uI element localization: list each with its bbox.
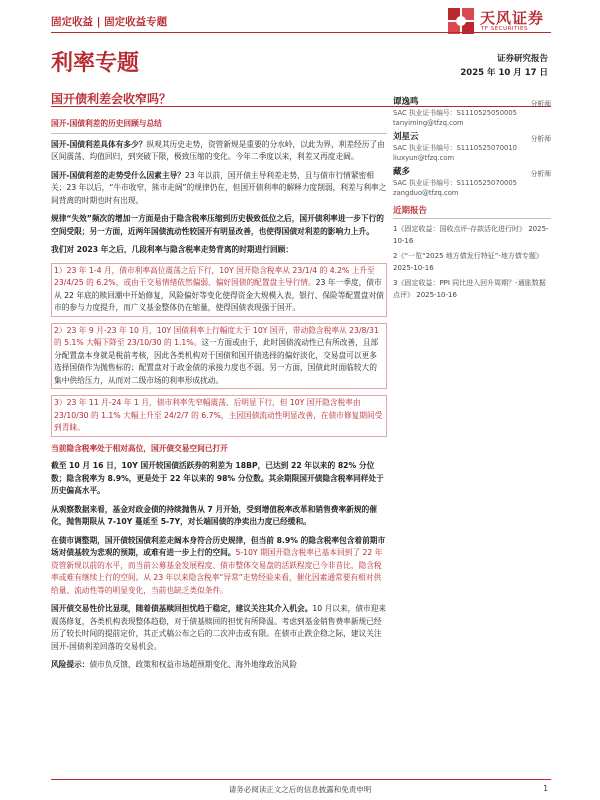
report-category: 固定收益 | 固定收益专题 (51, 16, 168, 28)
recent-report-date: 2025-10-16 (393, 264, 434, 272)
recent-report-title[interactable]: 2《“一览“2025 地方债发行特征”-地方债专题》 (393, 252, 543, 260)
paragraph-lead: 国开-国债利差具体有多少？ (51, 139, 147, 149)
review-item-text: 23 年一季度，债市从 22 年底的赎回潮中开始修复，风险偏好等变化使得资金大规模入表，银行、保险等配置盘对债市的参与力度提升，而广义基金整体仍在缩量，使得国债表现强于国开。 (54, 278, 384, 312)
report-date: 2025 年 10 月 17 日 (460, 68, 548, 78)
main-content (51, 118, 387, 678)
page-title: 利率专题 (51, 51, 140, 76)
footer-disclaimer: 请务必阅读正文之后的信息披露和免责申明 (228, 785, 372, 794)
recent-report-link[interactable] (393, 277, 551, 301)
review-item-text: 这一方面或由于，此时国债流动性已有所改善，且部分配置盘本身就是税前考核，因此各类机构对于国债和国开债选择的偏好淡化，交易盘可以更多选择国债作为抛售标的；配置盘对于政金债的承接力度也不弱。另一方面，国债此时面临较大的集中供给压力，从而对二级市场的利率形成扰动。 (54, 338, 379, 385)
review-item-text: 1）23 年 1-4 月，债市利率高位震荡之后下行，10Y 国开隐含税率从 23/1/4 的 4.2% 上升至 23/4/25 的 6.2%， (54, 265, 375, 287)
header-divider (51, 32, 551, 33)
logo-text-en: TF SECURITIES (481, 26, 528, 32)
report-type: 证券研究报告 (496, 54, 548, 64)
risk-label: 风险提示： (51, 660, 90, 669)
analyst-card (393, 166, 551, 198)
review-item-text: 3）23 年 11 月-24 年 1 月，债市利率先窄幅震荡、后明显下行，但 10Y 国开隐含税率由 23/10/30 的 1.1% 大幅上升至 24/2/7 的 6.7%， (54, 398, 361, 420)
analyst-cert: SAC 执业证书编号：S1110525050005 (393, 109, 517, 117)
analyst-card (393, 131, 551, 163)
paragraph (51, 603, 387, 653)
risk-note (51, 659, 387, 672)
page-number: 1 (543, 784, 548, 793)
analyst-name: 谭逸鸣 (393, 97, 419, 107)
review-item-text: 2）23 年 9 月-23 年 10 月，10Y 国债利率上行幅度大于 10Y 国开，带动隐含税率从 23/8/31 的 5.1% 大幅下降至 23/10/30 的 1.1%。 (54, 325, 379, 347)
sidebar (393, 96, 551, 304)
paragraph (51, 170, 387, 208)
recent-report-title[interactable]: 3《固定收益：PPI 同比进入回升周期？-通胀数据点评》 (393, 279, 546, 299)
analyst-card (393, 96, 551, 128)
review-item-text: 或由于交易情绪依然偏弱、偏好国债的配置盘主导行情。 (123, 278, 316, 287)
paragraph-bold: 规律“失效”频次的增加一方面是由于隐含税率压缩到历史极致低位之后，国开债利率进一步下行的空间受限；另一方面，近两年国债流动性较国开有明显改善，也使得国债对利差的影响力上升。 (51, 214, 384, 236)
review-item-3 (51, 395, 387, 437)
analyst-email[interactable]: zangduo@tfzq.com (393, 189, 459, 197)
analyst-email[interactable]: tanyiming@tfzq.com (393, 119, 464, 127)
analyst-cert: SAC 执业证书编号：S1110525070010 (393, 144, 517, 152)
footer-divider (51, 779, 551, 780)
analyst-cert: SAC 执业证书编号：S1110525070005 (393, 179, 517, 187)
paragraph-text: 5-10Y 期国开隐含税率已基本回到了 22 年资管新规以前的水平，而当前公募基金发展程度、债市整体交易盘的活跃程度已今非昔比，隐含税率或难有继续上行的空间。从 23 年以来隐含税率“异常”走势经验来看，催化因素通常要有相对供给量、流动性等的明显变化，当前也缺乏类似条件。 (51, 548, 383, 595)
paragraph-bold: 我们对 2023 年之后，几段利率与隐含税率走势背离的时期进行回顾： (51, 245, 294, 254)
recent-report-link[interactable] (393, 223, 551, 247)
paragraph-bold: 从观察数据来看，基金对政金债的持续抛售从 7 月开始，受到增值税率改革和销售费率新规的催化，抛售期限从 7-10Y 蔓延至 5-7Y，对长端国债的净卖出力度已经缓和。 (51, 504, 377, 526)
analyst-email[interactable]: liuxyun@tfzq.com (393, 154, 455, 162)
section-title: 当前隐含税率处于相对高位，国开债交易空间已打开 (51, 443, 228, 453)
recent-report-title[interactable]: 1《固定收益：国收点评-存款活化进行时》 (393, 225, 526, 233)
analyst-name: 刘星云 (393, 132, 419, 142)
report-subtitle: 国开债利差会收窄吗？ (51, 92, 172, 106)
brand-logo (446, 4, 566, 40)
paragraph-text: 纵观其历史走势，资管新规是重要的分水岭，以此为界，利差经历了由区间震荡、均值回归，到突破下限，极致压缩的变化。今年二季度以来，利差又再度走阔。 (51, 139, 385, 161)
paragraph-lead: 国开-国债利差的走势受什么因素主导？ (51, 170, 185, 180)
section-title: 国开-国债利差的历史回顾与总结 (51, 118, 387, 134)
paragraph-bold: 截至 10 月 16 日，10Y 国开较国债活跃券的利差为 18BP，已达到 22 年以来的 82% 分位数；隐含税率为 8.9%，更是处于 22 年以来的 98% 分位数。其余期限国开债隐含税率同样处于历史偏高水平。 (51, 461, 384, 495)
recent-report-link[interactable] (393, 250, 551, 274)
paragraph (51, 535, 387, 598)
paragraph-lead: 国开债交易性价比显现，随着债基赎回担忧趋于稳定，建议关注其介入机会。 (51, 604, 313, 613)
paragraph-lead: 在债市调整期，国开债较国债利差走阔本身符合历史规律，但当前 8.9% 的隐含税率包含着前期市场对债基较为悲观的预期，或难有进一步上行的空间。 (51, 535, 386, 557)
recent-reports-title: 近期报告 (393, 206, 551, 219)
recent-report-date: 2025-10-16 (393, 225, 549, 245)
analyst-name: 藏多 (393, 167, 411, 177)
paragraph-text: 23 年以前，国开债主导利差走势，且与债市行情紧密相关；23 年以后，“牛市收窄，熊市走阔”的规律仍在，但国开债利率的解释力度削弱，利差与利率之间背离的时期也时有出现。 (51, 170, 387, 205)
review-item-1 (51, 263, 387, 317)
analyst-role: 分析师 (530, 170, 551, 178)
review-item-2 (51, 323, 387, 390)
risk-text: 债市负反馈、政策和权益市场超预期变化、海外地缘政治风险 (89, 660, 298, 669)
analyst-role: 分析师 (530, 135, 551, 143)
review-item-text: 主因国债流动性明显改善，在债市修复期间受到青睐。 (54, 410, 383, 432)
analyst-role: 分析师 (530, 100, 551, 108)
recent-report-date: 2025-10-16 (416, 291, 457, 299)
logo-text: 天风证券 (480, 9, 545, 27)
paragraph (51, 139, 387, 164)
paragraph-text: 10 月以来，债市迎来震荡修复，各类机构表现整体趋稳，对于债基赎回的担忧有所降温。考虑到基金销售费率新规已经历了较长时间的提前定价，其正式稿公布之后的二次冲击或有限。在债市止跌企稳之际，建议关注国开-国债利差回落的交易机会。 (51, 604, 387, 651)
